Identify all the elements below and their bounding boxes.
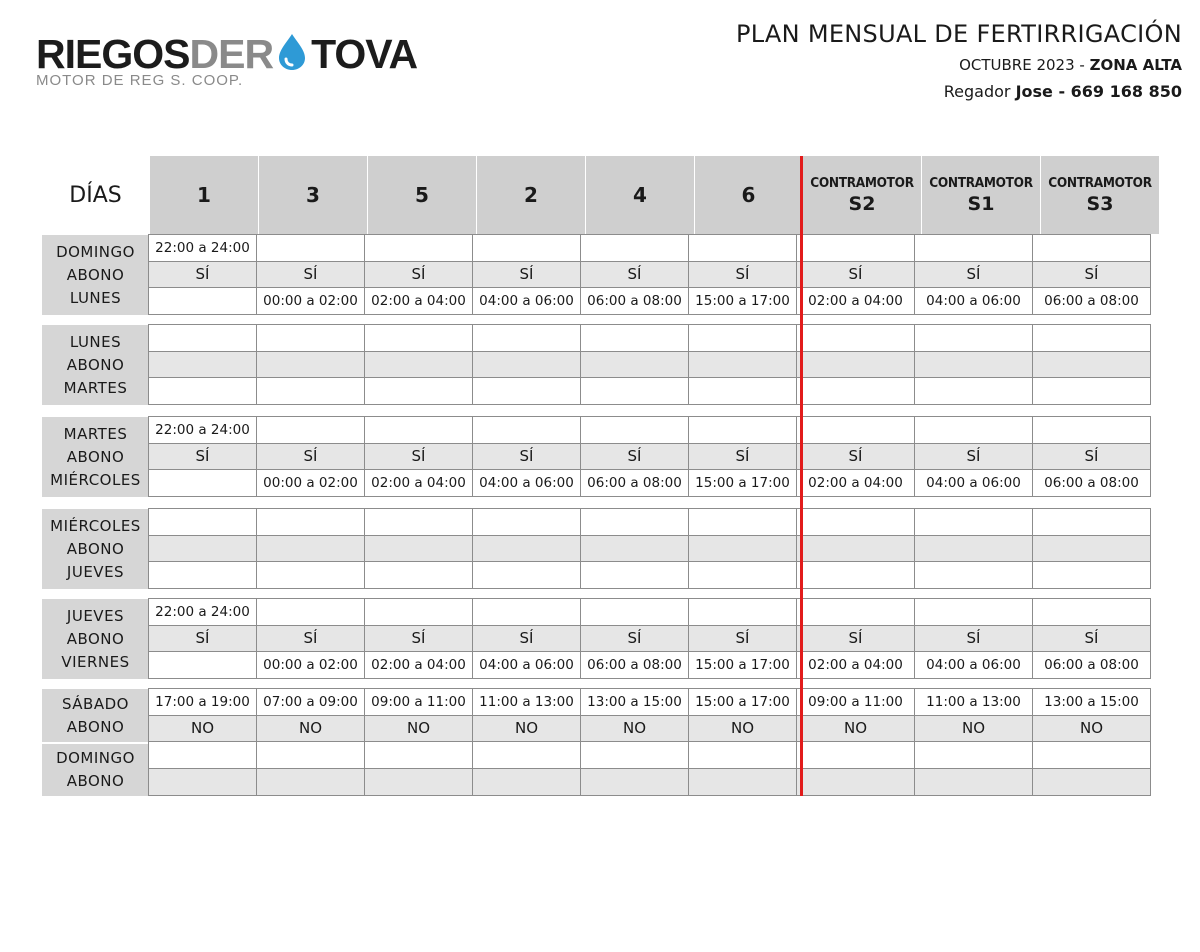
column-header-top: CONTRAMOTOR bbox=[810, 175, 914, 191]
table-cell: NO bbox=[472, 715, 581, 743]
table-cell bbox=[796, 768, 915, 796]
day-label-line: DOMINGO bbox=[56, 748, 135, 767]
day-label-line: JUEVES bbox=[66, 562, 125, 581]
table-cell: 02:00 a 04:00 bbox=[364, 287, 473, 315]
day-label-line: SÁBADO bbox=[62, 694, 129, 713]
schedule-block bbox=[149, 417, 1159, 497]
table-cell: 06:00 a 08:00 bbox=[1032, 287, 1151, 315]
table-cell bbox=[148, 469, 257, 497]
day-label-line: ABONO bbox=[66, 717, 125, 736]
table-cell bbox=[472, 234, 581, 262]
table-cell: SÍ bbox=[580, 261, 689, 289]
zone-label: ZONA ALTA bbox=[1089, 56, 1182, 74]
table-cell: SÍ bbox=[256, 625, 365, 653]
table-cell: 09:00 a 11:00 bbox=[796, 688, 915, 716]
table-cell: 02:00 a 04:00 bbox=[364, 469, 473, 497]
table-cell bbox=[256, 351, 365, 379]
column-header-5 bbox=[694, 156, 802, 234]
table-cell bbox=[1032, 234, 1151, 262]
table-cell: SÍ bbox=[1032, 261, 1151, 289]
water-drop-icon bbox=[274, 32, 310, 72]
regador-label: Regador bbox=[943, 82, 1011, 101]
day-label-block bbox=[42, 689, 149, 742]
table-cell bbox=[796, 234, 915, 262]
table-cell: 17:00 a 19:00 bbox=[148, 688, 257, 716]
column-header-0 bbox=[149, 156, 258, 234]
table-cell bbox=[1032, 598, 1151, 626]
table-cell bbox=[472, 561, 581, 589]
table-cell: 00:00 a 02:00 bbox=[256, 469, 365, 497]
day-label-line: MARTES bbox=[63, 378, 128, 397]
table-cell bbox=[256, 234, 365, 262]
column-header-sector: S3 bbox=[1086, 193, 1114, 215]
table-cell bbox=[148, 768, 257, 796]
table-cell: NO bbox=[796, 715, 915, 743]
table-cell bbox=[914, 561, 1033, 589]
table-cell: 00:00 a 02:00 bbox=[256, 287, 365, 315]
table-cell bbox=[1032, 324, 1151, 352]
table-row bbox=[149, 352, 1159, 379]
month-zone bbox=[959, 56, 1182, 74]
table-cell bbox=[364, 741, 473, 769]
table-cell: 04:00 a 06:00 bbox=[914, 287, 1033, 315]
column-header-sector: S2 bbox=[848, 193, 876, 215]
table-cell bbox=[472, 324, 581, 352]
table-cell bbox=[688, 416, 797, 444]
table-cell bbox=[256, 741, 365, 769]
table-cell bbox=[580, 535, 689, 563]
day-label-line: ABONO bbox=[66, 771, 125, 790]
table-cell bbox=[914, 768, 1033, 796]
table-row bbox=[149, 742, 1159, 769]
table-row bbox=[149, 599, 1159, 626]
table-cell: SÍ bbox=[364, 443, 473, 471]
table-cell bbox=[1032, 561, 1151, 589]
table-row bbox=[149, 652, 1159, 679]
table-cell: SÍ bbox=[364, 261, 473, 289]
table-cell bbox=[580, 234, 689, 262]
table-row bbox=[149, 378, 1159, 405]
table-cell bbox=[1032, 508, 1151, 536]
column-header-number: 2 bbox=[524, 183, 538, 207]
table-cell bbox=[472, 535, 581, 563]
table-cell bbox=[1032, 768, 1151, 796]
table-cell bbox=[796, 741, 915, 769]
table-cell: 06:00 a 08:00 bbox=[1032, 469, 1151, 497]
day-label-line: JUEVES bbox=[66, 606, 125, 625]
table-cell bbox=[472, 741, 581, 769]
table-cell bbox=[364, 416, 473, 444]
table-cell bbox=[256, 324, 365, 352]
day-label-line: ABONO bbox=[66, 539, 125, 558]
table-cell: NO bbox=[256, 715, 365, 743]
table-cell: 04:00 a 06:00 bbox=[914, 651, 1033, 679]
table-row bbox=[149, 626, 1159, 653]
regador-info bbox=[944, 82, 1182, 101]
table-cell: 15:00 a 17:00 bbox=[688, 688, 797, 716]
table-cell bbox=[688, 324, 797, 352]
table-cell bbox=[472, 768, 581, 796]
table-cell bbox=[256, 561, 365, 589]
table-cell bbox=[580, 561, 689, 589]
day-label-line: MARTES bbox=[63, 424, 128, 443]
table-cell bbox=[472, 377, 581, 405]
table-cell bbox=[580, 324, 689, 352]
table-cell bbox=[256, 768, 365, 796]
brand-tagline: MOTOR DE REG S. COOP. bbox=[36, 72, 244, 89]
day-label-block bbox=[42, 599, 149, 679]
table-cell: SÍ bbox=[1032, 443, 1151, 471]
table-cell bbox=[914, 535, 1033, 563]
table-cell bbox=[148, 377, 257, 405]
day-label-line: LUNES bbox=[69, 288, 122, 307]
table-cell: 04:00 a 06:00 bbox=[472, 651, 581, 679]
day-label-line: MIÉRCOLES bbox=[50, 470, 141, 489]
brand-name-part2: DER bbox=[189, 31, 274, 77]
table-cell bbox=[148, 741, 257, 769]
table-cell: 06:00 a 08:00 bbox=[1032, 651, 1151, 679]
column-header-top: CONTRAMOTOR bbox=[1048, 175, 1152, 191]
column-header-number: 3 bbox=[306, 183, 320, 207]
table-cell bbox=[580, 508, 689, 536]
table-cell bbox=[688, 234, 797, 262]
table-cell bbox=[914, 598, 1033, 626]
table-cell: 22:00 a 24:00 bbox=[148, 598, 257, 626]
table-cell bbox=[796, 324, 915, 352]
table-cell: NO bbox=[914, 715, 1033, 743]
table-cell bbox=[796, 416, 915, 444]
day-label-block bbox=[42, 744, 149, 795]
table-cell bbox=[148, 535, 257, 563]
table-cell bbox=[580, 768, 689, 796]
table-cell bbox=[148, 508, 257, 536]
table-cell: 02:00 a 04:00 bbox=[796, 651, 915, 679]
day-label-line: ABONO bbox=[66, 355, 125, 374]
table-row bbox=[149, 235, 1159, 262]
table-cell: 06:00 a 08:00 bbox=[580, 287, 689, 315]
table-cell bbox=[1032, 416, 1151, 444]
column-header-3 bbox=[476, 156, 585, 234]
table-cell: 22:00 a 24:00 bbox=[148, 416, 257, 444]
day-label-block bbox=[42, 235, 149, 315]
table-row bbox=[149, 288, 1159, 315]
table-cell: 11:00 a 13:00 bbox=[472, 688, 581, 716]
table-row bbox=[149, 689, 1159, 716]
column-header-1 bbox=[258, 156, 367, 234]
table-cell: SÍ bbox=[914, 625, 1033, 653]
table-cell bbox=[914, 508, 1033, 536]
table-cell bbox=[580, 416, 689, 444]
table-row bbox=[149, 562, 1159, 589]
table-cell bbox=[796, 598, 915, 626]
schedule-block bbox=[149, 235, 1159, 315]
table-cell: SÍ bbox=[472, 625, 581, 653]
table-cell: 02:00 a 04:00 bbox=[796, 287, 915, 315]
regador-contact: Jose - 669 168 850 bbox=[1015, 82, 1182, 101]
table-cell: NO bbox=[1032, 715, 1151, 743]
column-header-2 bbox=[367, 156, 476, 234]
month-label: OCTUBRE 2023 - bbox=[959, 56, 1085, 74]
column-header-number: 6 bbox=[741, 183, 756, 207]
table-cell: SÍ bbox=[688, 261, 797, 289]
day-label-line: ABONO bbox=[66, 447, 125, 466]
table-cell bbox=[364, 535, 473, 563]
schedule-block bbox=[149, 599, 1159, 679]
table-cell: SÍ bbox=[472, 261, 581, 289]
table-cell bbox=[364, 598, 473, 626]
table-cell bbox=[364, 561, 473, 589]
column-header-8 bbox=[1040, 156, 1159, 234]
table-cell: NO bbox=[688, 715, 797, 743]
day-label-line: VIERNES bbox=[61, 652, 130, 671]
table-cell bbox=[364, 234, 473, 262]
day-label-line: ABONO bbox=[66, 629, 125, 648]
table-cell: 13:00 a 15:00 bbox=[1032, 688, 1151, 716]
table-row bbox=[149, 470, 1159, 497]
table-cell: SÍ bbox=[914, 443, 1033, 471]
table-cell bbox=[148, 324, 257, 352]
table-cell: SÍ bbox=[688, 443, 797, 471]
day-label-block bbox=[42, 325, 149, 405]
table-cell: 04:00 a 06:00 bbox=[914, 469, 1033, 497]
table-cell bbox=[364, 377, 473, 405]
table-cell: SÍ bbox=[580, 625, 689, 653]
table-cell bbox=[580, 741, 689, 769]
table-cell bbox=[256, 416, 365, 444]
table-cell bbox=[1032, 377, 1151, 405]
day-label-block bbox=[42, 509, 149, 589]
table-cell bbox=[796, 508, 915, 536]
column-header-6 bbox=[802, 156, 921, 234]
brand-wordmark bbox=[36, 32, 417, 76]
table-cell: 22:00 a 24:00 bbox=[148, 234, 257, 262]
table-cell bbox=[256, 508, 365, 536]
table-cell: SÍ bbox=[796, 261, 915, 289]
table-cell bbox=[914, 351, 1033, 379]
column-header-4 bbox=[585, 156, 694, 234]
table-cell bbox=[796, 561, 915, 589]
table-cell: SÍ bbox=[796, 443, 915, 471]
table-row bbox=[149, 417, 1159, 444]
table-cell bbox=[364, 508, 473, 536]
table-cell bbox=[688, 768, 797, 796]
table-cell bbox=[580, 351, 689, 379]
day-label-block bbox=[42, 417, 149, 497]
day-label-line: ABONO bbox=[66, 265, 125, 284]
table-cell bbox=[1032, 351, 1151, 379]
table-cell bbox=[256, 377, 365, 405]
table-cell bbox=[580, 377, 689, 405]
table-cell bbox=[688, 561, 797, 589]
table-row bbox=[149, 536, 1159, 563]
table-cell: SÍ bbox=[256, 261, 365, 289]
table-cell: 15:00 a 17:00 bbox=[688, 287, 797, 315]
table-cell bbox=[914, 377, 1033, 405]
table-cell bbox=[148, 287, 257, 315]
table-cell: NO bbox=[364, 715, 473, 743]
table-cell bbox=[364, 351, 473, 379]
table-cell: SÍ bbox=[688, 625, 797, 653]
column-header-7 bbox=[921, 156, 1040, 234]
table-cell: SÍ bbox=[580, 443, 689, 471]
column-header-number: 1 bbox=[197, 183, 211, 207]
brand-name-part3: TOVA bbox=[311, 31, 418, 77]
table-cell: SÍ bbox=[364, 625, 473, 653]
table-cell: 11:00 a 13:00 bbox=[914, 688, 1033, 716]
table-cell bbox=[472, 416, 581, 444]
table-cell bbox=[148, 561, 257, 589]
table-cell bbox=[796, 377, 915, 405]
table-cell bbox=[688, 535, 797, 563]
table-cell bbox=[1032, 535, 1151, 563]
table-cell: 00:00 a 02:00 bbox=[256, 651, 365, 679]
schedule-block bbox=[149, 325, 1159, 405]
table-cell bbox=[914, 324, 1033, 352]
column-header-sector: S1 bbox=[967, 193, 995, 215]
day-label-line: MIÉRCOLES bbox=[50, 516, 141, 535]
column-header-number: 4 bbox=[633, 183, 647, 207]
table-cell bbox=[796, 535, 915, 563]
table-cell: SÍ bbox=[796, 625, 915, 653]
table-row bbox=[149, 769, 1159, 796]
table-cell: 07:00 a 09:00 bbox=[256, 688, 365, 716]
table-cell bbox=[688, 741, 797, 769]
table-cell bbox=[364, 768, 473, 796]
table-cell: NO bbox=[148, 715, 257, 743]
table-row bbox=[149, 325, 1159, 352]
brand-name-part1: RIEGOS bbox=[36, 31, 190, 77]
table-row bbox=[149, 444, 1159, 471]
table-cell bbox=[914, 416, 1033, 444]
table-cell: 15:00 a 17:00 bbox=[688, 469, 797, 497]
schedule-block bbox=[149, 509, 1159, 589]
table-cell bbox=[580, 598, 689, 626]
table-cell bbox=[256, 535, 365, 563]
table-cell bbox=[472, 351, 581, 379]
table-cell: SÍ bbox=[472, 443, 581, 471]
table-cell bbox=[148, 651, 257, 679]
table-cell bbox=[472, 598, 581, 626]
table-row bbox=[149, 262, 1159, 289]
table-cell: 02:00 a 04:00 bbox=[796, 469, 915, 497]
table-cell: 13:00 a 15:00 bbox=[580, 688, 689, 716]
table-cell: SÍ bbox=[1032, 625, 1151, 653]
table-cell bbox=[914, 234, 1033, 262]
column-header-number: 5 bbox=[415, 183, 429, 207]
table-cell bbox=[148, 351, 257, 379]
day-label-line: DOMINGO bbox=[56, 242, 135, 261]
table-cell: SÍ bbox=[148, 261, 257, 289]
column-header-top: CONTRAMOTOR bbox=[929, 175, 1033, 191]
table-cell bbox=[688, 508, 797, 536]
table-cell: SÍ bbox=[148, 443, 257, 471]
table-cell: SÍ bbox=[914, 261, 1033, 289]
table-cell: 04:00 a 06:00 bbox=[472, 469, 581, 497]
table-cell bbox=[688, 598, 797, 626]
table-cell: 09:00 a 11:00 bbox=[364, 688, 473, 716]
page-title: PLAN MENSUAL DE FERTIRRIGACIÓN bbox=[735, 20, 1182, 48]
table-cell: 06:00 a 08:00 bbox=[580, 651, 689, 679]
table-cell: 04:00 a 06:00 bbox=[472, 287, 581, 315]
table-cell bbox=[256, 598, 365, 626]
brand-logo bbox=[36, 26, 436, 96]
table-cell: SÍ bbox=[256, 443, 365, 471]
schedule-block bbox=[149, 689, 1159, 796]
table-cell bbox=[364, 324, 473, 352]
table-cell: NO bbox=[580, 715, 689, 743]
table-row bbox=[149, 509, 1159, 536]
table-cell bbox=[1032, 741, 1151, 769]
table-cell bbox=[688, 351, 797, 379]
contramotor-divider bbox=[800, 156, 803, 796]
days-column-header: DÍAS bbox=[69, 182, 122, 208]
table-cell: SÍ bbox=[148, 625, 257, 653]
table-cell bbox=[688, 377, 797, 405]
table-cell bbox=[914, 741, 1033, 769]
table-cell: 02:00 a 04:00 bbox=[364, 651, 473, 679]
table-row bbox=[149, 716, 1159, 743]
day-label-line: LUNES bbox=[69, 332, 122, 351]
table-cell: 06:00 a 08:00 bbox=[580, 469, 689, 497]
table-cell: 15:00 a 17:00 bbox=[688, 651, 797, 679]
table-cell bbox=[796, 351, 915, 379]
table-cell bbox=[472, 508, 581, 536]
